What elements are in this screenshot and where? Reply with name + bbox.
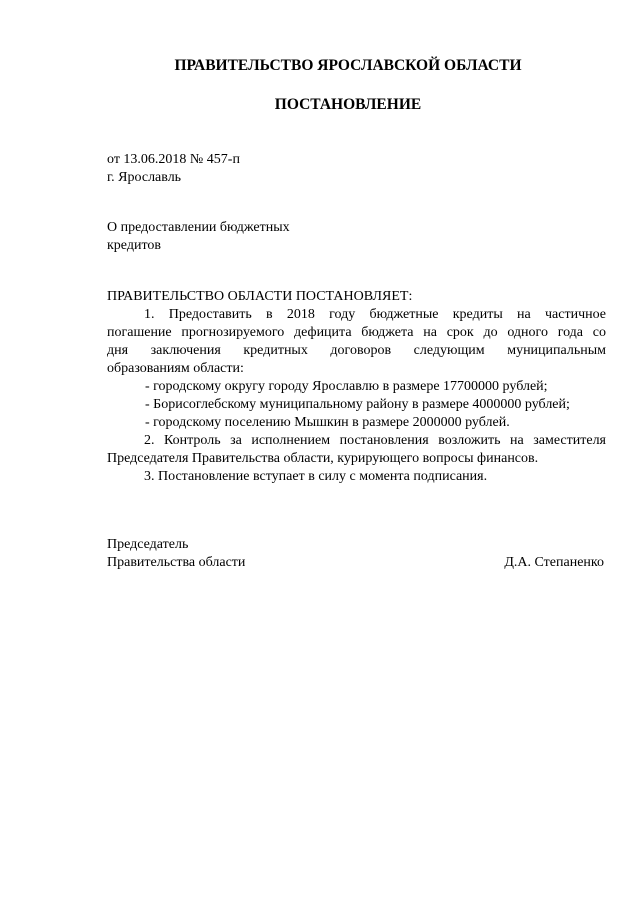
paragraph-2-line-2: Председателя Правительства области, курирующего вопросы финансов.: [107, 451, 539, 466]
date-number: от 13.06.2018 № 457-п: [107, 152, 240, 167]
paragraph-2-line-1: [107, 432, 606, 450]
paragraph-1-line-4: образованиям области:: [107, 361, 244, 376]
paragraph-3: 3. Постановление вступает в силу с момента подписания.: [144, 469, 488, 484]
government-title: ПРАВИТЕЛЬСТВО ЯРОСЛАВСКОЙ ОБЛАСТИ: [174, 57, 522, 74]
p1-l1-text: 1. Предоставить в 2018 году бюджетные кредиты на частичное: [144, 307, 606, 322]
signer-name: Д.А. Степаненко: [504, 555, 604, 570]
list-item: - городскому поселению Мышкин в размере 2000000 рублей.: [145, 415, 510, 430]
list-item: - городскому округу городу Ярославлю в размере 17700000 рублей;: [145, 379, 548, 394]
p2-l1-text: 2. Контроль за исполнением постановления возложить на заместителя: [144, 433, 606, 448]
signer-title-line-1: Председатель: [107, 537, 189, 552]
signer-title-line-2: Правительства области: [107, 555, 246, 570]
city: г. Ярославль: [107, 170, 182, 185]
paragraph-1-line-3: дня заключения кредитных договоров следующим муниципальным: [107, 343, 606, 358]
paragraph-1-line-1: [107, 306, 606, 324]
document-type: ПОСТАНОВЛЕНИЕ: [274, 96, 422, 113]
list-item: - Борисоглебскому муниципальному району в размере 4000000 рублей;: [145, 397, 570, 412]
intro-statement: ПРАВИТЕЛЬСТВО ОБЛАСТИ ПОСТАНОВЛЯЕТ:: [107, 289, 413, 304]
paragraph-1-line-2: погашение прогнозируемого дефицита бюджета на срок до одного года со: [107, 325, 606, 340]
subject-line-2: кредитов: [107, 238, 161, 253]
subject-line-1: О предоставлении бюджетных: [107, 220, 290, 235]
